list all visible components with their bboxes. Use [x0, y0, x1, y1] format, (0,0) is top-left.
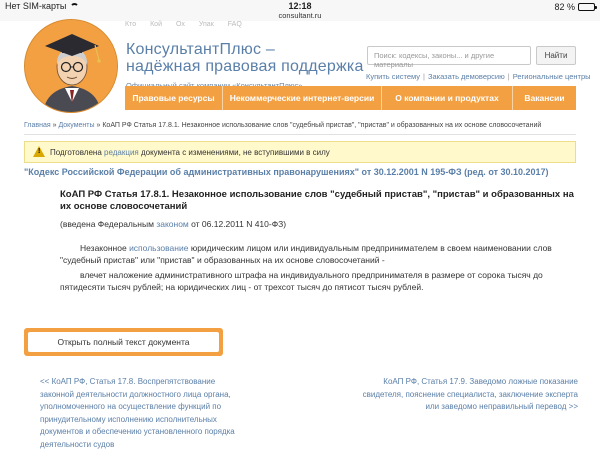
next-article-link[interactable]: КоАП РФ, Статья 17.9. Заведомо ложные показание свидетеля, пояснение специалиста, заключение эксперта или заведомо неправильный перевод >> — [362, 377, 578, 411]
address-bar-url[interactable]: consultant.ru — [278, 11, 322, 20]
open-full-text-button[interactable]: Открыть полный текст документа — [28, 332, 219, 352]
breadcrumb-current: КоАП РФ Статья 17.8.1. Незаконное использование слов "судебный пристав", "пристав" и образованных на их основе словосочетаний — [102, 122, 542, 129]
usage-link[interactable]: использование — [129, 243, 189, 253]
article-paragraph: Незаконное использование юридическим лицом или индивидуальным предпринимателем в своем наименовании слов "судебный пристав" или "пристав" и образованных на их основе словосочетаний - — [60, 243, 552, 265]
nav-about-company[interactable]: О компании и продуктах — [382, 86, 513, 110]
law-link[interactable]: законом — [156, 219, 189, 229]
battery-indicator — [554, 2, 595, 12]
edition-link[interactable]: редакция — [104, 147, 139, 157]
top-link[interactable]: Кой — [150, 21, 162, 28]
document-title[interactable]: "Кодекс Российской Федерации об административных правонарушениях" от 30.12.2001 N 195-ФЗ (ред. от 30.10.2017) — [24, 167, 549, 177]
battery-percent: 82 % — [554, 2, 575, 12]
warning-icon — [33, 146, 45, 157]
battery-icon — [578, 3, 595, 11]
brand-tagline[interactable]: надёжная правовая поддержка — [126, 58, 364, 75]
article-intro: (введена Федеральным законом от 06.12.2011 N 410-ФЗ) — [60, 219, 287, 229]
header-links: Купить систему | Заказать демоверсию | Региональные центры — [366, 72, 591, 81]
main-nav — [125, 86, 576, 110]
top-link[interactable]: Ох — [176, 21, 185, 28]
nav-noncommercial-versions[interactable]: Некоммерческие интернет-версии — [223, 86, 382, 110]
professor-mascot-icon — [25, 20, 118, 113]
top-link[interactable]: Кто — [125, 21, 137, 28]
order-demo-link[interactable]: Заказать демоверсию — [427, 72, 505, 81]
regional-centers-link[interactable]: Региональные центры — [512, 72, 591, 81]
breadcrumb-documents[interactable]: Документы — [58, 122, 95, 129]
top-links — [125, 21, 242, 28]
nav-vacancies[interactable]: Вакансии — [524, 93, 565, 103]
edition-notice: ! Подготовлена редакция документа с изменениями, не вступившими в силу — [24, 141, 576, 163]
top-link[interactable]: FAQ — [227, 21, 242, 28]
status-bar — [0, 0, 600, 21]
brand-block — [126, 41, 364, 90]
top-link[interactable]: Упак — [198, 21, 214, 28]
article-title: КоАП РФ Статья 17.8.1. Незаконное использование слов "судебный пристав", "пристав" и образованных на их основе словосочетаний — [60, 189, 574, 212]
breadcrumb: Главная » Документы » КоАП РФ Статья 17.8.1. Незаконное использование слов "судебный пристав", "пристав" и образованных на их основе словосочетаний — [24, 122, 542, 129]
nav-legal-resources[interactable]: Правовые ресурсы — [125, 86, 223, 110]
previous-article-link[interactable]: << КоАП РФ, Статья 17.8. Воспрепятствование законной деятельности должностного лица органа, уполномоченного на осуществление функций по принудительному исполнению исполнительных документов и обеспечению установленного порядка деятельности судов — [40, 377, 235, 449]
buy-system-link[interactable]: Купить систему — [366, 72, 420, 81]
breadcrumb-home[interactable]: Главная — [24, 122, 51, 129]
brand-name[interactable]: КонсультантПлюс – — [126, 41, 275, 58]
divider — [24, 134, 576, 135]
consultant-logo[interactable] — [24, 19, 118, 113]
search-input[interactable]: Поиск: кодексы, законы... и другие материалы — [367, 46, 531, 65]
clock: 12:18 — [288, 1, 312, 11]
carrier-label: Нет SIM-карты — [5, 1, 67, 11]
open-full-text-button-frame — [24, 328, 223, 356]
article-paragraph-penalty: влечет наложение административного штрафа на индивидуального предпринимателя в размере от сорока тысяч до пятидесяти тысяч рублей; на юридических лиц - от трехсот тысяч до пятисот тысяч рублей. — [60, 270, 543, 292]
search-button[interactable]: Найти — [536, 46, 576, 65]
